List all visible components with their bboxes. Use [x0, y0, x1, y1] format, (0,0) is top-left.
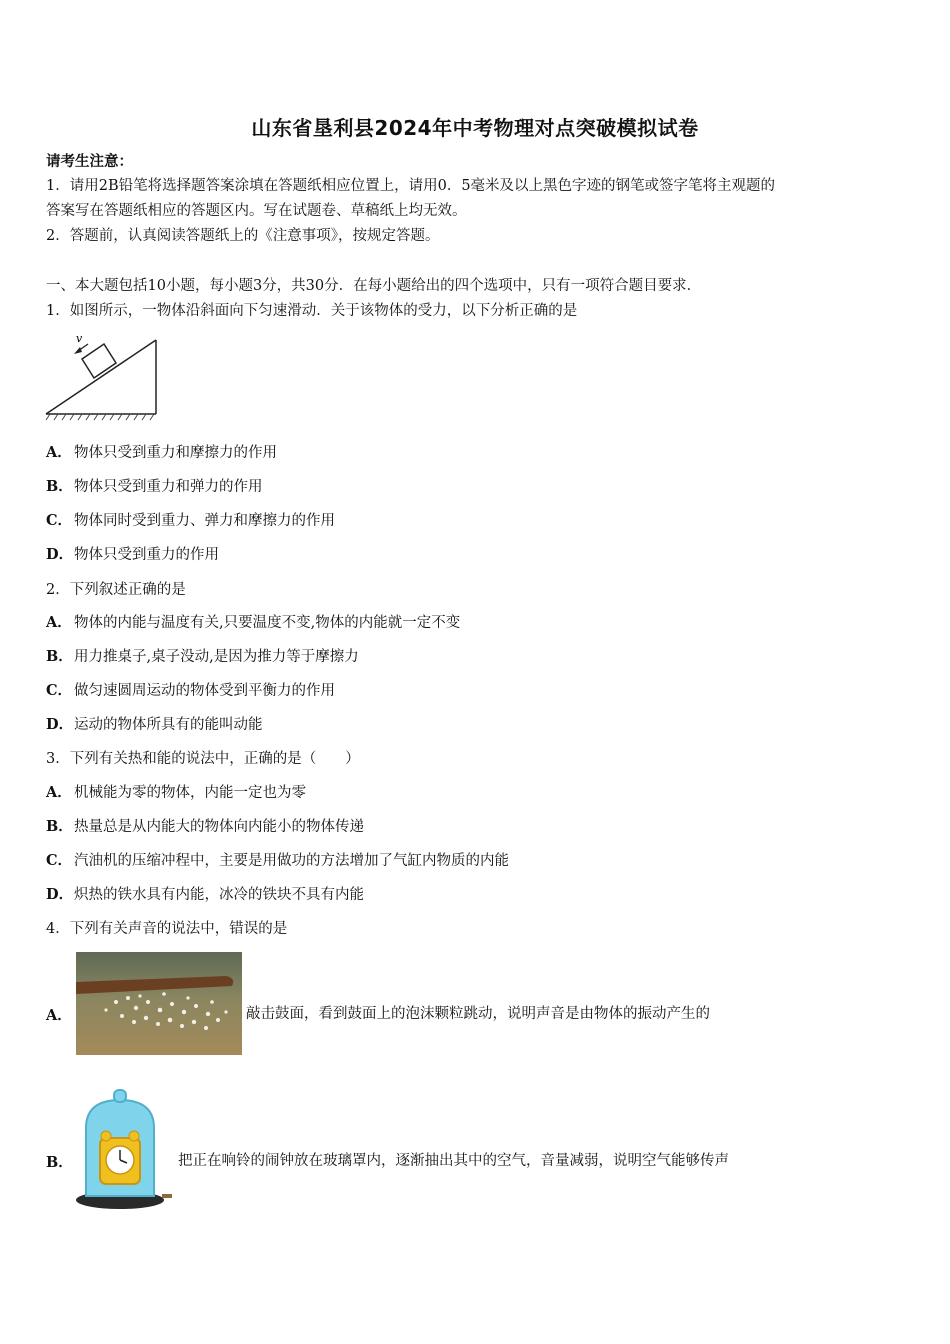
option-key: D．	[46, 546, 74, 563]
section-1-heading: 一、本大题包括10小题，每小题3分，共30分．在每小题给出的四个选项中，只有一项符合题目要求．	[46, 278, 702, 294]
option-text: 炽热的铁水具有内能，冰冷的铁块不具有内能	[74, 887, 364, 903]
option-text: 运动的物体所具有的能叫动能	[74, 717, 263, 733]
option-text: 物体只受到重力和摩擦力的作用	[74, 445, 277, 461]
q3-option-b	[46, 817, 364, 837]
q1-option-c	[46, 511, 335, 531]
q2-option-a	[46, 613, 460, 633]
question-2-stem: 2．下列叙述正确的是	[46, 582, 186, 598]
option-text: 用力推桌子,桌子没动,是因为推力等于摩擦力	[74, 649, 359, 665]
page-title: 山东省垦利县2024年中考物理对点突破模拟试卷	[251, 116, 699, 140]
option-text: 物体只受到重力的作用	[74, 547, 219, 563]
q4-option-b-key: B．	[46, 1154, 73, 1171]
option-text: 物体的内能与温度有关,只要温度不变,物体的内能就一定不变	[74, 615, 461, 631]
option-text: 物体同时受到重力、弹力和摩擦力的作用	[74, 513, 335, 529]
option-text: 做匀速圆周运动的物体受到平衡力的作用	[74, 683, 335, 699]
q3-option-a	[46, 783, 306, 803]
drum-foam-photo	[76, 952, 242, 1055]
option-key: A．	[46, 444, 72, 461]
option-key: A．	[46, 784, 72, 801]
question-4-stem: 4．下列有关声音的说法中，错误的是	[46, 921, 288, 937]
bell-jar-alarm-clock-figure	[70, 1088, 174, 1212]
notice-item-1-line-1: 1．请用2B铅笔将选择题答案涂填在答题纸相应位置上，请用0．5毫米及以上黑色字迹的钢笔或签字笔将主观题的	[46, 178, 776, 194]
option-text: 机械能为零的物体，内能一定也为零	[74, 785, 306, 801]
option-key: B．	[46, 818, 73, 835]
block-shape	[82, 344, 116, 378]
incline-figure	[44, 330, 162, 422]
notice-item-1-line-2: 答案写在答题纸相应的答题区内。写在试题卷、草稿纸上均无效。	[46, 203, 467, 219]
option-key: C．	[46, 852, 73, 869]
q2-option-c	[46, 681, 335, 701]
notice-item-2: 2．答题前，认真阅读答题纸上的《注意事项》，按规定答题。	[46, 228, 440, 244]
q2-option-d	[46, 715, 263, 735]
option-text: 物体只受到重力和弹力的作用	[74, 479, 263, 495]
option-text: 热量总是从内能大的物体向内能小的物体传递	[74, 819, 364, 835]
q4-option-a-key: A．	[46, 1007, 72, 1024]
option-key: D．	[46, 886, 74, 903]
option-key: C．	[46, 512, 73, 529]
option-key: B．	[46, 478, 73, 495]
velocity-label: v	[76, 332, 83, 345]
option-key: C．	[46, 682, 73, 699]
question-1-stem: 1．如图所示，一物体沿斜面向下匀速滑动．关于该物体的受力，以下分析正确的是	[46, 303, 578, 319]
q1-option-a	[46, 443, 277, 463]
option-key: D．	[46, 716, 74, 733]
option-key: A．	[46, 614, 72, 631]
option-key: B．	[46, 648, 73, 665]
q2-option-b	[46, 647, 359, 667]
q1-option-d	[46, 545, 219, 565]
notice-heading: 请考生注意：	[46, 153, 133, 170]
q3-option-c	[46, 851, 509, 871]
q1-option-b	[46, 477, 263, 497]
option-text: 汽油机的压缩冲程中，主要是用做功的方法增加了气缸内物质的内能	[74, 853, 509, 869]
q4-option-a-text: 敲击鼓面，看到鼓面上的泡沫颗粒跳动，说明声音是由物体的振动产生的	[246, 1006, 710, 1022]
question-3-stem: 3．下列有关热和能的说法中，正确的是（ ）	[46, 751, 360, 767]
q4-option-b-text: 把正在响铃的闹钟放在玻璃罩内，逐渐抽出其中的空气，音量减弱，说明空气能够传声	[178, 1153, 729, 1169]
q3-option-d	[46, 885, 364, 905]
